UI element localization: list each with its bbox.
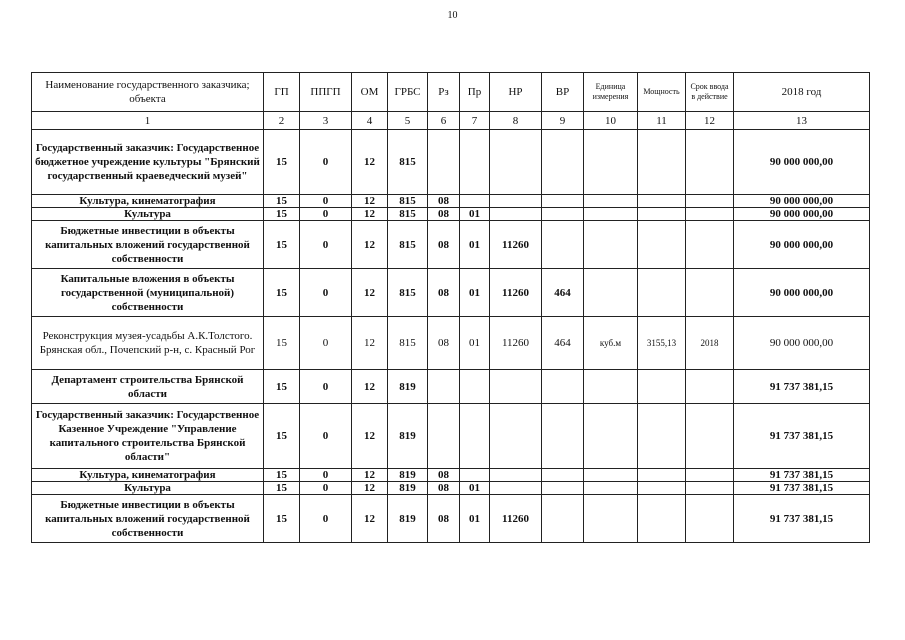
page-number: 10 (447, 10, 458, 21)
row-capacity (638, 195, 686, 208)
row-grbs: 815 (388, 130, 428, 195)
col-num: 12 (686, 112, 734, 130)
row-gp: 15 (264, 269, 300, 317)
row-rz: 08 (428, 495, 460, 543)
col-num: 7 (460, 112, 490, 130)
row-np (490, 130, 542, 195)
row-ppgp: 0 (300, 269, 352, 317)
header-grbs: ГРБС (388, 73, 428, 112)
row-gp: 15 (264, 208, 300, 221)
row-pr: 01 (460, 221, 490, 269)
row-om: 12 (352, 370, 388, 404)
col-num: 4 (352, 112, 388, 130)
row-rz (428, 370, 460, 404)
header-gp: ГП (264, 73, 300, 112)
row-np (490, 370, 542, 404)
row-om: 12 (352, 317, 388, 370)
row-vr (542, 221, 584, 269)
row-om: 12 (352, 495, 388, 543)
row-unit: куб.м (584, 317, 638, 370)
row-om: 12 (352, 482, 388, 495)
row-rz: 08 (428, 317, 460, 370)
row-rz: 08 (428, 469, 460, 482)
row-rz (428, 130, 460, 195)
row-pr: 01 (460, 482, 490, 495)
row-unit (584, 482, 638, 495)
row-om: 12 (352, 221, 388, 269)
table-row (32, 495, 870, 543)
row-ppgp: 0 (300, 317, 352, 370)
row-ppgp: 0 (300, 404, 352, 469)
header-pr: Пр (460, 73, 490, 112)
row-term (686, 195, 734, 208)
table-row (32, 482, 870, 495)
row-sum: 90 000 000,00 (734, 221, 870, 269)
row-unit (584, 221, 638, 269)
row-gp: 15 (264, 195, 300, 208)
row-grbs: 819 (388, 495, 428, 543)
row-name: Государственный заказчик: Государственное бюджетное учреждение культуры "Брянский государственный краеведческий музей" (32, 130, 264, 195)
row-pr: 01 (460, 208, 490, 221)
header-year: 2018 год (734, 73, 870, 112)
row-unit (584, 269, 638, 317)
row-unit (584, 495, 638, 543)
header-capacity: Мощность (638, 73, 686, 112)
row-capacity (638, 370, 686, 404)
row-grbs: 815 (388, 221, 428, 269)
table-row (32, 221, 870, 269)
row-pr (460, 195, 490, 208)
row-name: Бюджетные инвестиции в объекты капитальных вложений государственной собственности (32, 495, 264, 543)
row-name: Культура, кинематография (32, 469, 264, 482)
row-np (490, 404, 542, 469)
row-grbs: 815 (388, 208, 428, 221)
row-unit (584, 130, 638, 195)
header-np: НР (490, 73, 542, 112)
row-pr (460, 404, 490, 469)
row-name: Государственный заказчик: Государственное Казенное Учреждение "Управление капитального строительства Брянской области" (32, 404, 264, 469)
row-vr: 464 (542, 317, 584, 370)
row-gp: 15 (264, 370, 300, 404)
row-unit (584, 370, 638, 404)
row-pr (460, 130, 490, 195)
row-rz: 08 (428, 208, 460, 221)
row-term (686, 269, 734, 317)
row-np (490, 469, 542, 482)
row-rz (428, 404, 460, 469)
row-capacity (638, 482, 686, 495)
row-unit (584, 208, 638, 221)
row-name: Культура, кинематография (32, 195, 264, 208)
row-np: 11260 (490, 495, 542, 543)
row-gp: 15 (264, 130, 300, 195)
row-vr (542, 195, 584, 208)
row-capacity (638, 208, 686, 221)
header-name: Наименование государственного заказчика; объекта (32, 73, 264, 112)
row-sum: 90 000 000,00 (734, 269, 870, 317)
row-om: 12 (352, 130, 388, 195)
row-np (490, 195, 542, 208)
col-num: 1 (32, 112, 264, 130)
row-ppgp: 0 (300, 495, 352, 543)
col-num: 5 (388, 112, 428, 130)
row-capacity (638, 269, 686, 317)
row-name: Реконструкция музея-усадьбы А.К.Толстого. Брянская обл., Почепский р-н, с. Красный Рог (32, 317, 264, 370)
col-num: 8 (490, 112, 542, 130)
row-term (686, 221, 734, 269)
row-term (686, 208, 734, 221)
row-om: 12 (352, 404, 388, 469)
row-vr (542, 495, 584, 543)
row-ppgp: 0 (300, 469, 352, 482)
table-row (32, 404, 870, 469)
row-om: 12 (352, 195, 388, 208)
row-name: Культура (32, 482, 264, 495)
row-pr: 01 (460, 317, 490, 370)
row-vr (542, 482, 584, 495)
row-sum: 91 737 381,15 (734, 370, 870, 404)
col-num: 2 (264, 112, 300, 130)
row-name: Культура (32, 208, 264, 221)
row-om: 12 (352, 208, 388, 221)
row-grbs: 815 (388, 317, 428, 370)
row-np: 11260 (490, 269, 542, 317)
row-rz: 08 (428, 221, 460, 269)
row-ppgp: 0 (300, 208, 352, 221)
row-term (686, 469, 734, 482)
row-grbs: 815 (388, 269, 428, 317)
row-ppgp: 0 (300, 482, 352, 495)
header-vr: ВР (542, 73, 584, 112)
row-capacity (638, 495, 686, 543)
row-vr (542, 208, 584, 221)
col-num: 6 (428, 112, 460, 130)
header-ppgp: ППГП (300, 73, 352, 112)
row-gp: 15 (264, 469, 300, 482)
row-rz: 08 (428, 269, 460, 317)
header-rz: Рз (428, 73, 460, 112)
row-gp: 15 (264, 495, 300, 543)
table-row (32, 370, 870, 404)
row-grbs: 819 (388, 370, 428, 404)
row-sum: 91 737 381,15 (734, 404, 870, 469)
row-gp: 15 (264, 404, 300, 469)
row-unit (584, 404, 638, 469)
row-sum: 91 737 381,15 (734, 495, 870, 543)
table-row (32, 130, 870, 195)
row-capacity (638, 221, 686, 269)
row-grbs: 819 (388, 482, 428, 495)
row-ppgp: 0 (300, 221, 352, 269)
row-name: Бюджетные инвестиции в объекты капитальных вложений государственной собственности (32, 221, 264, 269)
row-sum: 91 737 381,15 (734, 469, 870, 482)
row-term (686, 130, 734, 195)
row-sum: 90 000 000,00 (734, 130, 870, 195)
row-pr: 01 (460, 269, 490, 317)
row-grbs: 819 (388, 404, 428, 469)
header-unit: Единица измерения (584, 73, 638, 112)
row-capacity (638, 404, 686, 469)
row-om: 12 (352, 469, 388, 482)
col-num: 13 (734, 112, 870, 130)
row-np (490, 482, 542, 495)
row-name: Департамент строительства Брянской области (32, 370, 264, 404)
row-sum: 90 000 000,00 (734, 195, 870, 208)
row-ppgp: 0 (300, 130, 352, 195)
column-number-row (32, 112, 870, 130)
row-name: Капитальные вложения в объекты государственной (муниципальной) собственности (32, 269, 264, 317)
col-num: 3 (300, 112, 352, 130)
row-np (490, 208, 542, 221)
row-ppgp: 0 (300, 195, 352, 208)
row-capacity (638, 469, 686, 482)
row-unit (584, 195, 638, 208)
row-pr: 01 (460, 495, 490, 543)
row-vr (542, 469, 584, 482)
row-pr (460, 370, 490, 404)
row-vr (542, 130, 584, 195)
row-gp: 15 (264, 482, 300, 495)
row-term (686, 495, 734, 543)
col-num: 10 (584, 112, 638, 130)
header-row (32, 73, 870, 112)
row-vr: 464 (542, 269, 584, 317)
row-term (686, 482, 734, 495)
row-grbs: 815 (388, 195, 428, 208)
row-gp: 15 (264, 221, 300, 269)
row-rz: 08 (428, 195, 460, 208)
table-row (32, 195, 870, 208)
row-np: 11260 (490, 317, 542, 370)
col-num: 9 (542, 112, 584, 130)
row-capacity: 3155,13 (638, 317, 686, 370)
header-term: Срок ввода в действие (686, 73, 734, 112)
row-pr (460, 469, 490, 482)
row-vr (542, 404, 584, 469)
col-num: 11 (638, 112, 686, 130)
row-term: 2018 (686, 317, 734, 370)
row-om: 12 (352, 269, 388, 317)
row-gp: 15 (264, 317, 300, 370)
row-sum: 90 000 000,00 (734, 208, 870, 221)
row-vr (542, 370, 584, 404)
header-om: ОМ (352, 73, 388, 112)
table-row (32, 208, 870, 221)
row-term (686, 404, 734, 469)
row-term (686, 370, 734, 404)
row-grbs: 819 (388, 469, 428, 482)
table-row (32, 317, 870, 370)
row-sum: 90 000 000,00 (734, 317, 870, 370)
row-np: 11260 (490, 221, 542, 269)
table-row (32, 269, 870, 317)
row-sum: 91 737 381,15 (734, 482, 870, 495)
row-rz: 08 (428, 482, 460, 495)
budget-table (31, 72, 870, 543)
row-unit (584, 469, 638, 482)
row-capacity (638, 130, 686, 195)
row-ppgp: 0 (300, 370, 352, 404)
table-row (32, 469, 870, 482)
